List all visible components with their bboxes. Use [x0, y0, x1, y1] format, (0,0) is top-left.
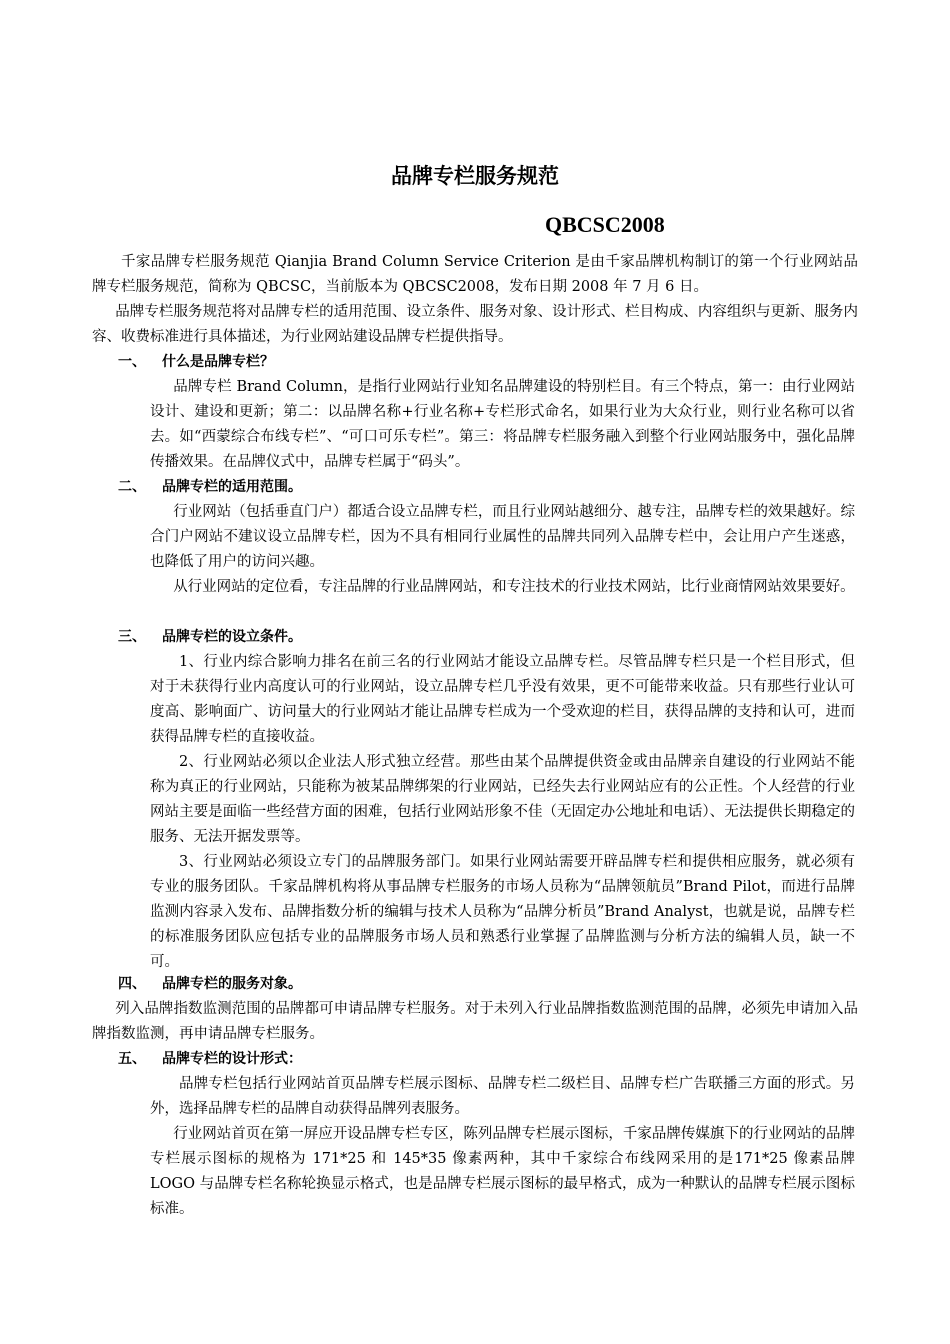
- document-code: QBCSC2008: [545, 212, 665, 237]
- section-paragraph: 1、行业内综合影响力排名在前三名的行业网站才能设立品牌专栏。尽管品牌专栏只是一个栏目形式，但对于未获得行业内高度认可的行业网站，设立品牌专栏几乎没有效果，更不可能带来收益。只有那些行业认可度高、影响面广、访问量大的行业网站才能让品牌专栏成为一个受欢迎的栏目，获得品牌的支持和认可，进而获得品牌专栏的直接收益。: [150, 654, 855, 745]
- section-paragraph: 品牌专栏包括行业网站首页品牌专栏展示图标、品牌专栏二级栏目、品牌专栏广告联播三方面的形式。另外，选择品牌专栏的品牌自动获得品牌列表服务。: [150, 1076, 855, 1117]
- section-number: 一、: [118, 354, 146, 370]
- section-heading: [118, 625, 302, 650]
- section-heading: [118, 350, 274, 375]
- section-paragraph: 行业网站首页在第一屏应开设品牌专栏专区，陈列品牌专栏展示图标，千家品牌传媒旗下的行业网站的品牌专栏展示图标的规格为 171*25 和 145*35 像素两种，其中千家综合布线网采用的是171*25 像素品牌 LOGO 与品牌专栏名称轮换显示格式，也是品牌专栏展示图标的最早格式，成为一种默认的品牌专栏展示图标标准。: [150, 1126, 855, 1217]
- section-number: 三、: [118, 629, 146, 645]
- section-paragraph: 3、行业网站必须设立专门的品牌服务部门。如果行业网站需要开辟品牌专栏和提供相应服务，就必须有专业的服务团队。千家品牌机构将从事品牌专栏服务的市场人员称为“品牌领航员”Brand Pilot，而进行品牌监测内容录入发布、品牌指数分析的编辑与技术人员称为“品牌分析员”Brand Analyst，也就是说，品牌专栏的标准服务团队应包括专业的品牌服务市场人员和熟悉行业掌握了品牌监测与分析方法的编辑人员，缺一不可。: [150, 854, 855, 970]
- section-heading: [118, 1047, 302, 1072]
- section-paragraph: 2、行业网站必须以企业法人形式独立经营。那些由某个品牌提供资金或由品牌亲自建设的行业网站不能称为真正的行业网站，只能称为被某品牌绑架的行业网站，已经失去行业网站应有的公正性。个人经营的行业网站主要是面临一些经营方面的困难，包括行业网站形象不佳（无固定办公地址和电话）、无法提供长期稳定的服务、无法开据发票等。: [150, 754, 855, 845]
- section-number: 四、: [118, 976, 146, 992]
- section-paragraph: 列入品牌指数监测范围的品牌都可申请品牌专栏服务。对于未列入行业品牌指数监测范围的品牌，必须先申请加入品牌指数监测，再申请品牌专栏服务。: [92, 1001, 858, 1042]
- section-body: [92, 997, 858, 1047]
- section-number: 二、: [118, 479, 146, 495]
- section-paragraph: 行业网站（包括垂直门户）都适合设立品牌专栏，而且行业网站越细分、越专注，品牌专栏的效果越好。综合门户网站不建议设立品牌专栏，因为不具有相同行业属性的品牌共同列入品牌专栏中，会让用户产生迷惑，也降低了用户的访问兴趣。: [150, 504, 855, 570]
- section-body: [150, 375, 855, 475]
- section-paragraph: 品牌专栏 Brand Column，是指行业网站行业知名品牌建设的特别栏目。有三个特点，第一：由行业网站设计、建设和更新；第二：以品牌名称+行业名称+专栏形式命名，如果行业为大众行业，则行业名称可以省去。如“西蒙综合布线专栏”、“可口可乐专栏”。第三：将品牌专栏服务融入到整个行业网站服务中，强化品牌传播效果。在品牌仪式中，品牌专栏属于“码头”。: [150, 379, 855, 470]
- document-title: 品牌专栏服务规范: [391, 164, 559, 188]
- section-title: 品牌专栏的设立条件。: [162, 629, 302, 645]
- section-heading: [118, 972, 302, 997]
- intro-paragraph: 品牌专栏服务规范将对品牌专栏的适用范围、设立条件、服务对象、设计形式、栏目构成、内容组织与更新、服务内容、收费标准进行具体描述，为行业网站建设品牌专栏提供指导。: [92, 304, 858, 345]
- section-body: [150, 650, 855, 975]
- section-title: 品牌专栏的设计形式：: [162, 1051, 302, 1067]
- section-title: 品牌专栏的服务对象。: [162, 976, 302, 992]
- section-paragraph: 从行业网站的定位看，专注品牌的行业品牌网站，和专注技术的行业技术网站，比行业商情网站效果要好。: [173, 579, 855, 595]
- intro-block: [92, 250, 858, 350]
- section-heading: [118, 475, 302, 500]
- section-number: 五、: [118, 1051, 146, 1067]
- intro-paragraph: 千家品牌专栏服务规范 Qianjia Brand Column Service Criterion 是由千家品牌机构制订的第一个行业网站品牌专栏服务规范，简称为 QBCSC，当前版本为 QBCSC2008，发布日期 2008 年 7 月 6 日。: [92, 254, 858, 295]
- section-body: [150, 500, 855, 600]
- section-title: 什么是品牌专栏？: [162, 354, 274, 370]
- section-body: [150, 1072, 855, 1222]
- section-title: 品牌专栏的适用范围。: [162, 479, 302, 495]
